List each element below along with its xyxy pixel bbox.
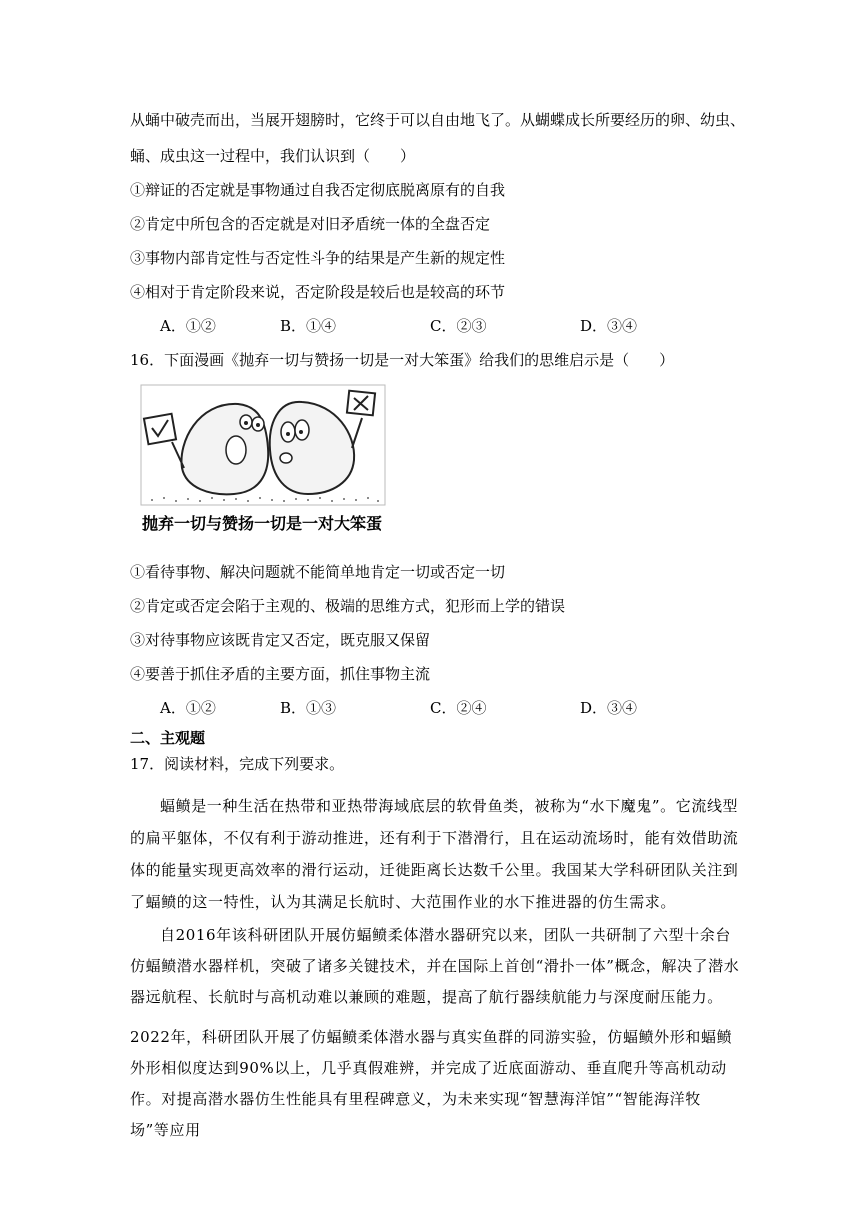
q15-item-3: ③事物内部肯定性与否定性斗争的结果是产生新的规定性: [130, 249, 506, 267]
q16-option-c: C．②④: [430, 699, 487, 717]
q15-item-1: ①辩证的否定就是事物通过自我否定彻底脱离原有的自我: [130, 181, 506, 199]
right-egg: [270, 402, 354, 494]
cartoon-caption: 抛弃一切与赞扬一切是一对大笨蛋: [142, 514, 383, 533]
q17-paragraph-3: 2022年，科研团队开展了仿蝠鲼柔体潜水器与真实鱼群的同游实验，仿蝠鲼外形和蝠鲼外形相似度达到90%以上，几乎真假难辨，并完成了近底面游动、垂直爬升等高机动动作。对提高潜水器仿生性能具有里程碑意义，为未来实现“智慧海洋馆”“智能海洋牧场”等应用: [130, 1028, 733, 1139]
q17-paragraph-2: 自2016年该科研团队开展仿蝠鲼柔体潜水器研究以来，团队一共研制了六型十余台仿蝠鲼潜水器样机，突破了诸多关键技术，并在国际上首创“滑扑一体”概念，解决了潜水器远航程、长航时与高机动难以兼顾的难题，提高了航行器续航能力与深度耐压能力。: [130, 926, 740, 1006]
q16-option-a: A．①②: [160, 699, 216, 717]
q15-stem-line1: 从蛹中破壳而出，当展开翅膀时，它终于可以自由地飞了。从蝴蝶成长所要经历的卵、幼虫、: [130, 111, 746, 129]
q15-option-b: B．①④: [280, 317, 337, 335]
q17-paragraph-1: 蝠鲼是一种生活在热带和亚热带海域底层的软骨鱼类，被称为“水下魔鬼”。它流线型的扁平躯体，不仅有利于游动推进，还有利于下潜滑行，且在运动流场时，能有效借助流体的能量实现更高效率的滑行运动，迁徙距离长达数千公里。我国某大学科研团队关注到了蝠鲼的这一特性，认为其满足长航时、大范围作业的水下推进器的仿生需求。: [130, 797, 739, 911]
q16-item-4: ④要善于抓住矛盾的主要方面，抓住事物主流: [130, 665, 431, 683]
q16-option-d: D．③④: [580, 699, 638, 717]
q16-item-2: ②肯定或否定会陷于主观的、极端的思维方式，犯形而上学的错误: [130, 597, 566, 615]
q16-option-b: B．①③: [280, 699, 337, 717]
q15-item-4: ④相对于肯定阶段来说，否定阶段是较后也是较高的环节: [130, 283, 506, 301]
q15-option-a: A．①②: [160, 317, 216, 335]
check-sign-icon: [144, 414, 184, 468]
q16-stem: 16．下面漫画《抛弃一切与赞扬一切是一对大笨蛋》给我们的思维启示是（ ）: [130, 351, 675, 369]
q17-stem: 17．阅读材料，完成下列要求。: [130, 755, 345, 773]
q15-stem-line2: 蛹、成虫这一过程中，我们认识到（ ）: [130, 147, 416, 165]
q16-item-1: ①看待事物、解决问题就不能简单地肯定一切或否定一切: [130, 563, 506, 581]
section-title: 二、主观题: [130, 729, 206, 747]
q16-item-3: ③对待事物应该既肯定又否定，既克服又保留: [130, 631, 431, 649]
q15-option-d: D．③④: [580, 317, 638, 335]
q15-option-c: C．②③: [430, 317, 487, 335]
q15-item-2: ②肯定中所包含的否定就是对旧矛盾统一体的全盘否定: [130, 215, 491, 233]
